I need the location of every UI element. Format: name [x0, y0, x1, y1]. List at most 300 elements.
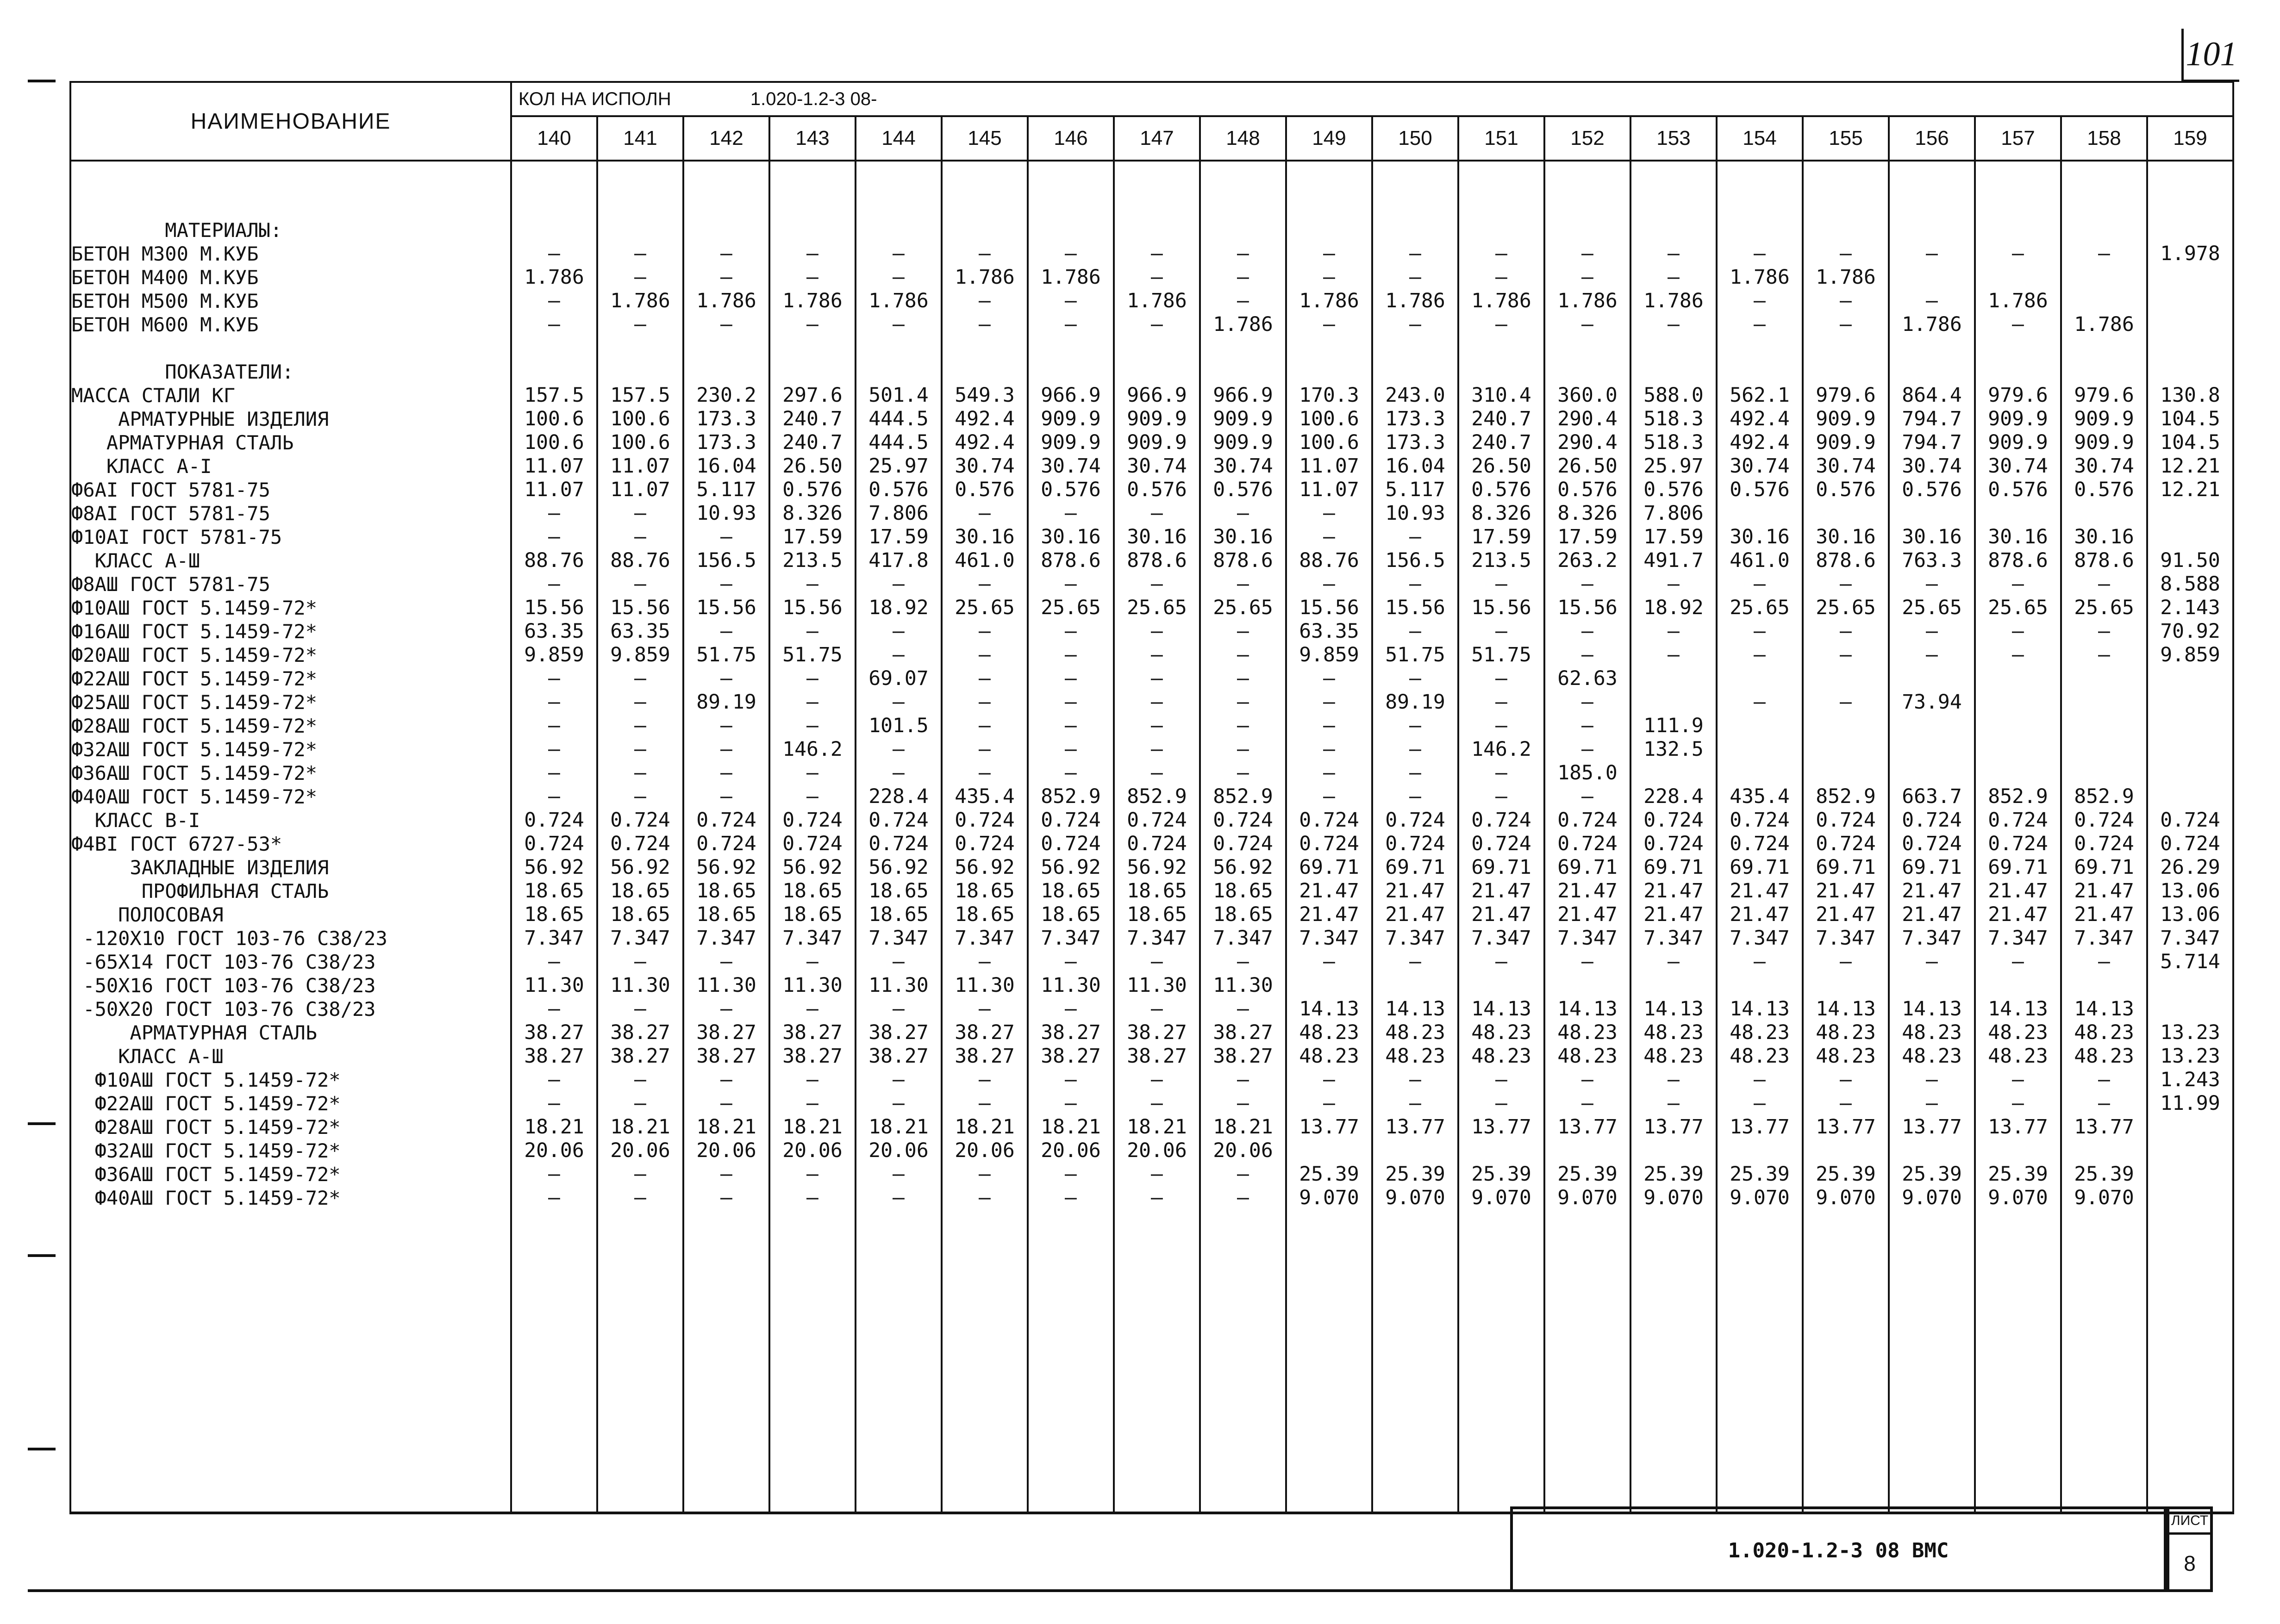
table-cell: [1890, 1139, 1974, 1163]
table-cell: [856, 218, 941, 242]
table-cell: –: [1065, 643, 1077, 666]
table-cell: 18.21: [782, 1115, 843, 1139]
table-cell: –: [1237, 761, 1249, 784]
table-cell: [1373, 218, 1457, 242]
table-cell: 69.71: [1816, 856, 1876, 879]
table-cell: –: [634, 502, 646, 525]
table-cell: [1976, 360, 2060, 384]
table-cell: 30.74: [1816, 454, 1876, 478]
table-cell: 7.806: [868, 502, 929, 525]
row-name-text: Ф4ВI ГОСТ 6727-53*: [71, 833, 282, 855]
table-cell: [1545, 195, 1630, 218]
blank-cell: [856, 1210, 942, 1513]
table-cell: 25.39: [1299, 1163, 1359, 1186]
name-column-header: НАИМЕНОВАНИЕ: [70, 82, 511, 161]
blank-cell: [1458, 1210, 1544, 1513]
table-cell: [2148, 336, 2232, 360]
row-name: [71, 1068, 510, 1092]
table-cell: –: [1323, 313, 1335, 336]
table-cell: [1804, 502, 1888, 525]
table-cell: –: [806, 242, 818, 265]
table-cell: –: [634, 997, 646, 1020]
title-block-designation: 1.020-1.2-3 08 ВМС: [1510, 1506, 2167, 1592]
table-cell: [1804, 336, 1888, 360]
table-cell: 0.724: [1213, 809, 1273, 832]
value-column-149: [1286, 161, 1372, 1210]
table-cell: –: [2012, 242, 2024, 265]
table-cell: –: [1151, 620, 1163, 643]
table-cell: –: [1065, 950, 1077, 973]
table-cell: –: [1754, 289, 1766, 312]
table-cell: 1.786: [1902, 313, 1962, 336]
table-cell: –: [634, 785, 646, 808]
row-name: [71, 879, 510, 903]
table-cell: 14.13: [1385, 997, 1445, 1020]
table-cell: 9.859: [524, 643, 584, 666]
table-cell: –: [806, 761, 818, 784]
table-cell: 21.47: [1988, 903, 2048, 926]
row-name-text: МАТЕРИАЛЫ:: [71, 219, 282, 242]
table-cell: 48.23: [1385, 1021, 1445, 1044]
table-cell: 130.8: [2160, 384, 2220, 407]
table-cell: 7.347: [1041, 927, 1101, 950]
table-cell: 21.47: [1471, 879, 1531, 902]
table-cell: –: [2012, 313, 2024, 336]
table-cell: 48.23: [1816, 1045, 1876, 1068]
table-cell: –: [1409, 667, 1421, 690]
value-column-144: [856, 161, 942, 1210]
table-cell: –: [634, 950, 646, 973]
table-cell: 0.724: [610, 832, 670, 855]
table-cell: 13.77: [1471, 1115, 1531, 1139]
blank-cell: [683, 1210, 769, 1513]
bottom-rule: [28, 1589, 2213, 1592]
table-cell: 0.724: [1643, 832, 1704, 855]
table-cell: –: [1237, 1186, 1249, 1209]
table-cell: 14.13: [1902, 997, 1962, 1020]
table-cell: 7.347: [610, 927, 670, 950]
row-name: [71, 360, 510, 384]
row-name: [71, 431, 510, 454]
table-cell: [2148, 502, 2232, 525]
table-cell: 763.3: [1902, 549, 1962, 572]
table-cell: –: [720, 738, 732, 761]
value-column-158: [2061, 161, 2147, 1210]
table-cell: 104.5: [2160, 431, 2220, 454]
table-cell: 0.724: [2074, 809, 2134, 832]
table-cell: 18.65: [1213, 903, 1273, 926]
table-cell: –: [806, 785, 818, 808]
table-cell: –: [2012, 1092, 2024, 1115]
table-cell: [1373, 195, 1457, 218]
table-cell: –: [1065, 620, 1077, 643]
table-cell: [1201, 195, 1285, 218]
table-cell: –: [1151, 572, 1163, 596]
table-cell: 25.39: [1988, 1163, 2048, 1186]
table-cell: [2148, 974, 2232, 997]
value-column-159: [2147, 161, 2233, 1210]
table-cell: 18.21: [524, 1115, 584, 1139]
table-cell: [1890, 974, 1974, 997]
table-cell: 461.0: [955, 549, 1015, 572]
table-cell: –: [1409, 714, 1421, 737]
table-cell: 0.724: [1385, 832, 1445, 855]
table-cell: –: [806, 1092, 818, 1115]
table-cell: –: [720, 950, 732, 973]
table-cell: 48.23: [2074, 1021, 2134, 1044]
table-cell: –: [1065, 1092, 1077, 1115]
table-cell: –: [1840, 289, 1852, 312]
table-cell: [2148, 691, 2232, 714]
row-name: [71, 950, 510, 974]
table-cell: 173.3: [696, 431, 756, 454]
row-name: [71, 761, 510, 785]
table-cell: 100.6: [524, 407, 584, 430]
table-cell: –: [1840, 313, 1852, 336]
value-column-153: [1630, 161, 1717, 1210]
table-cell: [1890, 360, 1974, 384]
table-cell: –: [1581, 643, 1593, 666]
table-cell: 297.6: [782, 384, 843, 407]
table-cell: –: [1237, 667, 1249, 690]
sheet-number: 8: [2184, 1551, 2196, 1575]
table-cell: 7.347: [524, 927, 584, 950]
table-cell: [2062, 360, 2146, 384]
table-cell: 21.47: [1730, 879, 1790, 902]
value-column-142: [683, 161, 769, 1210]
table-cell: 9.070: [1557, 1186, 1618, 1209]
table-cell: 0.724: [955, 809, 1015, 832]
table-cell: –: [1237, 242, 1249, 265]
row-name-text: Ф6АI ГОСТ 5781-75: [71, 479, 270, 501]
table-cell: 9.070: [1902, 1186, 1962, 1209]
table-cell: –: [1754, 572, 1766, 596]
table-cell: [2148, 1115, 2232, 1139]
table-cell: 11.07: [1299, 454, 1359, 478]
table-cell: 966.9: [1213, 384, 1273, 407]
value-column-145: [942, 161, 1028, 1210]
row-name-text: Ф8АI ГОСТ 5781-75: [71, 502, 270, 525]
table-cell: 63.35: [1299, 620, 1359, 643]
table-cell: 1.786: [868, 289, 929, 312]
table-cell: [1373, 974, 1457, 997]
table-cell: 0.576: [1471, 478, 1531, 501]
table-cell: –: [1668, 313, 1680, 336]
table-cell: 18.65: [1041, 903, 1101, 926]
table-cell: –: [1409, 620, 1421, 643]
table-cell: 2.143: [2160, 596, 2220, 619]
table-cell: –: [2012, 572, 2024, 596]
table-cell: –: [720, 761, 732, 784]
row-name-text: КЛАСС А-Ш: [71, 1045, 224, 1068]
table-cell: 909.9: [1816, 431, 1876, 454]
margin-tick: [28, 1448, 56, 1450]
column-number-141: 141: [597, 116, 683, 161]
table-cell: [1545, 218, 1630, 242]
table-cell: 26.50: [1471, 454, 1531, 478]
table-cell: 11.99: [2160, 1092, 2220, 1115]
row-name: [71, 620, 510, 643]
table-cell: –: [2012, 643, 2024, 666]
table-cell: 290.4: [1557, 431, 1618, 454]
table-cell: 25.65: [955, 596, 1015, 619]
table-cell: –: [1495, 242, 1507, 265]
table-cell: –: [634, 1092, 646, 1115]
table-cell: –: [2098, 572, 2110, 596]
table-cell: 69.71: [1988, 856, 2048, 879]
table-cell: 20.06: [868, 1139, 929, 1162]
table-cell: –: [806, 1068, 818, 1091]
table-cell: –: [548, 1092, 560, 1115]
table-cell: 48.23: [1471, 1021, 1531, 1044]
table-cell: 21.47: [1299, 903, 1359, 926]
table-cell: 9.070: [2074, 1186, 2134, 1209]
table-cell: 1.786: [1385, 289, 1445, 312]
table-cell: –: [1151, 667, 1163, 690]
table-cell: 14.13: [1988, 997, 2048, 1020]
table-cell: 38.27: [782, 1045, 843, 1068]
table-cell: –: [979, 572, 991, 596]
table-cell: –: [634, 691, 646, 714]
table-cell: –: [806, 620, 818, 643]
table-cell: 7.347: [1730, 927, 1790, 950]
table-cell: –: [1151, 1163, 1163, 1186]
table-cell: –: [1065, 761, 1077, 784]
table-cell: [1976, 691, 2060, 714]
table-cell: [1545, 1139, 1630, 1163]
table-cell: [1029, 360, 1113, 384]
table-cell: 21.47: [1816, 903, 1876, 926]
table-cell: 0.724: [1816, 809, 1876, 832]
table-cell: –: [1323, 1068, 1335, 1091]
table-cell: [1287, 974, 1371, 997]
table-cell: 588.0: [1643, 384, 1704, 407]
table-cell: 20.06: [782, 1139, 843, 1162]
table-cell: –: [1840, 620, 1852, 643]
table-cell: 21.47: [1385, 879, 1445, 902]
table-cell: 20.06: [696, 1139, 756, 1162]
table-cell: 20.06: [1127, 1139, 1187, 1162]
table-cell: 11.30: [524, 974, 584, 997]
table-cell: 5.117: [696, 478, 756, 501]
table-cell: 909.9: [2074, 407, 2134, 430]
table-cell: [1804, 761, 1888, 785]
table-cell: –: [720, 572, 732, 596]
table-cell: 132.5: [1643, 738, 1704, 761]
table-cell: 0.724: [868, 832, 929, 855]
row-name-text: КЛАСС А-Ш: [71, 549, 200, 572]
table-cell: –: [548, 1186, 560, 1209]
table-cell: 1.786: [1213, 313, 1273, 336]
table-cell: –: [1926, 1068, 1938, 1091]
table-cell: 444.5: [868, 431, 929, 454]
row-name: [71, 478, 510, 502]
table-cell: –: [1323, 738, 1335, 761]
row-name: [71, 572, 510, 596]
table-cell: 25.39: [2074, 1163, 2134, 1186]
table-cell: 562.1: [1730, 384, 1790, 407]
table-cell: 1.978: [2160, 242, 2220, 265]
table-cell: 48.23: [1299, 1021, 1359, 1044]
table-cell: 25.65: [1213, 596, 1273, 619]
table-cell: –: [1495, 1068, 1507, 1091]
row-name: [71, 974, 510, 997]
table-cell: 26.50: [1557, 454, 1618, 478]
table-cell: 30.16: [1127, 525, 1187, 548]
table-cell: 1.786: [1471, 289, 1531, 312]
table-cell: [1373, 336, 1457, 360]
row-name-text: Ф8АШ ГОСТ 5781-75: [71, 573, 270, 596]
table-cell: 1.786: [1988, 289, 2048, 312]
table-cell: –: [1840, 643, 1852, 666]
table-cell: [1115, 218, 1199, 242]
table-cell: –: [1237, 738, 1249, 761]
table-cell: 21.47: [1988, 879, 2048, 902]
column-number-147: 147: [1114, 116, 1200, 161]
table-cell: 69.71: [1299, 856, 1359, 879]
table-cell: [1115, 336, 1199, 360]
table-cell: 21.47: [1816, 879, 1876, 902]
table-cell: 48.23: [1643, 1045, 1704, 1068]
table-cell: 1.786: [1730, 266, 1790, 289]
table-cell: 88.76: [1299, 549, 1359, 572]
value-column-148: [1200, 161, 1286, 1210]
table-cell: 11.30: [1213, 974, 1273, 997]
table-cell: –: [548, 1163, 560, 1186]
table-cell: 30.74: [1988, 454, 2048, 478]
table-cell: 8.326: [1471, 502, 1531, 525]
table-cell: 290.4: [1557, 407, 1618, 430]
table-cell: 18.65: [782, 879, 843, 902]
table-cell: –: [1754, 1068, 1766, 1091]
table-cell: 13.23: [2160, 1045, 2220, 1068]
table-cell: [770, 360, 855, 384]
value-column-146: [1028, 161, 1114, 1210]
blank-cell: [70, 1210, 511, 1513]
table-cell: 14.13: [1471, 997, 1531, 1020]
table-cell: [856, 195, 941, 218]
column-number-156: 156: [1889, 116, 1975, 161]
table-cell: –: [1151, 1092, 1163, 1115]
table-cell: 18.65: [868, 879, 929, 902]
table-cell: [1890, 266, 1974, 289]
table-cell: –: [1495, 667, 1507, 690]
table-cell: –: [1754, 691, 1766, 714]
table-cell: 0.576: [1988, 478, 2048, 501]
table-cell: –: [1237, 1163, 1249, 1186]
table-cell: –: [634, 738, 646, 761]
table-cell: [1631, 1139, 1716, 1163]
table-cell: 69.71: [1902, 856, 1962, 879]
table-cell: –: [634, 525, 646, 548]
table-cell: –: [720, 714, 732, 737]
table-cell: –: [1323, 242, 1335, 265]
table-cell: 12.21: [2160, 478, 2220, 501]
table-cell: 8.326: [1557, 502, 1618, 525]
table-cell: 63.35: [610, 620, 670, 643]
table-cell: [770, 218, 855, 242]
table-cell: 7.347: [1299, 927, 1359, 950]
table-cell: [1459, 218, 1543, 242]
table-cell: 491.7: [1643, 549, 1704, 572]
table-cell: –: [893, 1068, 905, 1091]
blank-cell: [1630, 1210, 1717, 1513]
table-cell: 0.724: [955, 832, 1015, 855]
table-cell: 7.347: [955, 927, 1015, 950]
table-cell: –: [634, 266, 646, 289]
blank-cell: [597, 1210, 683, 1513]
row-name-text: ПРОФИЛЬНАЯ СТАЛЬ: [71, 880, 329, 902]
table-cell: 25.39: [1816, 1163, 1876, 1186]
table-cell: –: [1495, 572, 1507, 596]
table-cell: 25.39: [1385, 1163, 1445, 1186]
row-name: [71, 997, 510, 1021]
table-cell: [1029, 336, 1113, 360]
table-cell: 979.6: [2074, 384, 2134, 407]
table-cell: 9.070: [1730, 1186, 1790, 1209]
row-name: [71, 384, 510, 407]
table-cell: 8.588: [2160, 572, 2220, 596]
table-cell: 0.724: [524, 832, 584, 855]
table-cell: 18.21: [1041, 1115, 1101, 1139]
table-cell: 909.9: [1816, 407, 1876, 430]
table-cell: [1718, 974, 1802, 997]
table-cell: 38.27: [782, 1021, 843, 1044]
table-cell: –: [806, 266, 818, 289]
table-cell: –: [634, 313, 646, 336]
table-cell: 25.39: [1902, 1163, 1962, 1186]
table-cell: 878.6: [2074, 549, 2134, 572]
blank-cell: [2147, 1210, 2233, 1513]
table-cell: 18.65: [610, 903, 670, 926]
table-cell: –: [1151, 266, 1163, 289]
row-name-text: БЕТОН М300 М.КУБ: [71, 243, 259, 265]
table-cell: [2062, 336, 2146, 360]
table-cell: 14.13: [1730, 997, 1790, 1020]
table-cell: 15.56: [1299, 596, 1359, 619]
table-cell: 48.23: [1299, 1045, 1359, 1068]
row-name: [71, 1092, 510, 1115]
blank-cell: [942, 1210, 1028, 1513]
table-cell: –: [720, 313, 732, 336]
table-cell: –: [1495, 691, 1507, 714]
table-cell: –: [1409, 1092, 1421, 1115]
table-cell: 11.30: [782, 974, 843, 997]
table-cell: 25.65: [1816, 596, 1876, 619]
table-cell: 18.65: [610, 879, 670, 902]
table-cell: 9.070: [1471, 1186, 1531, 1209]
table-cell: 7.347: [1902, 927, 1962, 950]
table-cell: 69.71: [1643, 856, 1704, 879]
table-cell: 518.3: [1643, 431, 1704, 454]
table-cell: –: [1754, 950, 1766, 973]
table-cell: [1976, 1139, 2060, 1163]
table-cell: 10.93: [1385, 502, 1445, 525]
table-cell: 10.93: [696, 502, 756, 525]
table-cell: –: [1323, 714, 1335, 737]
table-cell: 56.92: [1127, 856, 1187, 879]
table-cell: 25.65: [1988, 596, 2048, 619]
table-cell: –: [1409, 1068, 1421, 1091]
table-cell: –: [1926, 572, 1938, 596]
table-cell: 0.724: [1213, 832, 1273, 855]
table-cell: 13.77: [1385, 1115, 1445, 1139]
row-name: [71, 289, 510, 313]
table-cell: 240.7: [1471, 407, 1531, 430]
table-cell: –: [2098, 1092, 2110, 1115]
table-cell: 17.59: [1471, 525, 1531, 548]
row-name-text: -50Х20 ГОСТ 103-76 С38/23: [71, 998, 376, 1020]
